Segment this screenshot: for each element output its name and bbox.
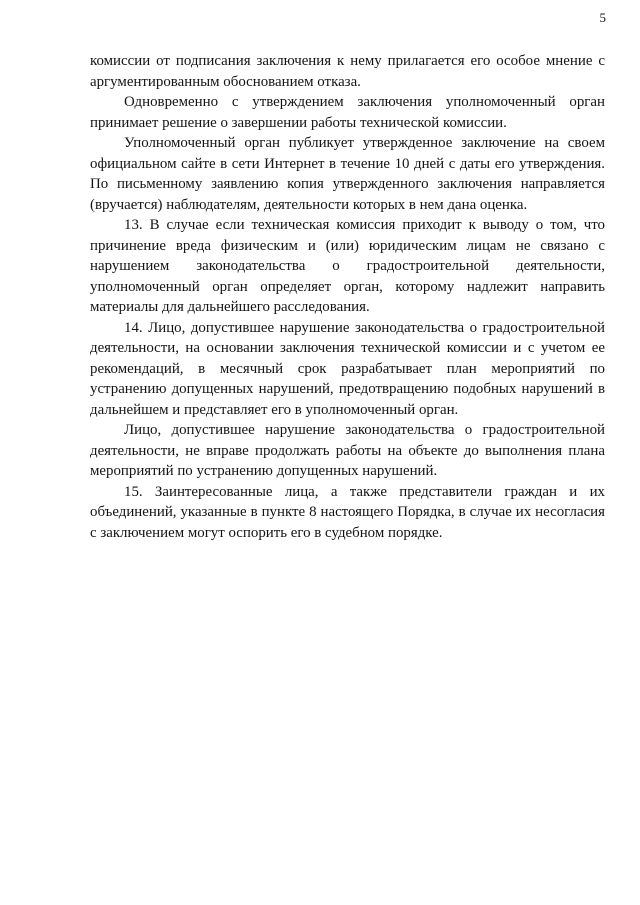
- paragraph-item-15: 15. Заинтересованные лица, а также представители граждан и их объединений, указанные в пункте 8 настоящего Порядка, в случае их несогласия с заключением могут оспорить его в судебном порядке.: [90, 483, 605, 541]
- paragraph-approval-decision: Одновременно с утверждением заключения уполномоченный орган принимает решение о завершении работы технической комиссии.: [90, 94, 605, 131]
- paragraph-item-13: 13. В случае если техническая комиссия приходит к выводу о том, что причинение вреда физическим и (или) юридическим лицам не связано с нарушением законодательства о градостроительной деятельности, уполномоченный орган определяет орган, которому надлежит направить материалы для дальнейшего расследования.: [90, 217, 605, 315]
- paragraph-continuation: комиссии от подписания заключения к нему прилагается его особое мнение с аргументированным обоснованием отказа.: [90, 53, 605, 90]
- page-number: 5: [599, 10, 606, 25]
- paragraph-work-restriction: Лицо, допустившее нарушение законодательства о градостроительной деятельности, не вправе продолжать работы на объекте до выполнения плана мероприятий по устранению допущенных нарушений.: [90, 422, 605, 479]
- paragraph-publication: Уполномоченный орган публикует утвержденное заключение на своем официальном сайте в сети Интернет в течение 10 дней с даты его утверждения. По письменному заявлению копия утвержденного заключения направляется (вручается) наблюдателям, деятельности которых в нем дана оценка.: [90, 135, 605, 213]
- paragraph-item-14: 14. Лицо, допустившее нарушение законодательства о градостроительной деятельности, на основании заключения технической комиссии и с учетом ее рекомендаций, в месячный срок разрабатывает план мероприятий по устранению допущенных нарушений, предотвращению подобных нарушений в дальнейшем и представляет его в уполномоченный орган.: [90, 319, 605, 418]
- document-body: [90, 51, 605, 543]
